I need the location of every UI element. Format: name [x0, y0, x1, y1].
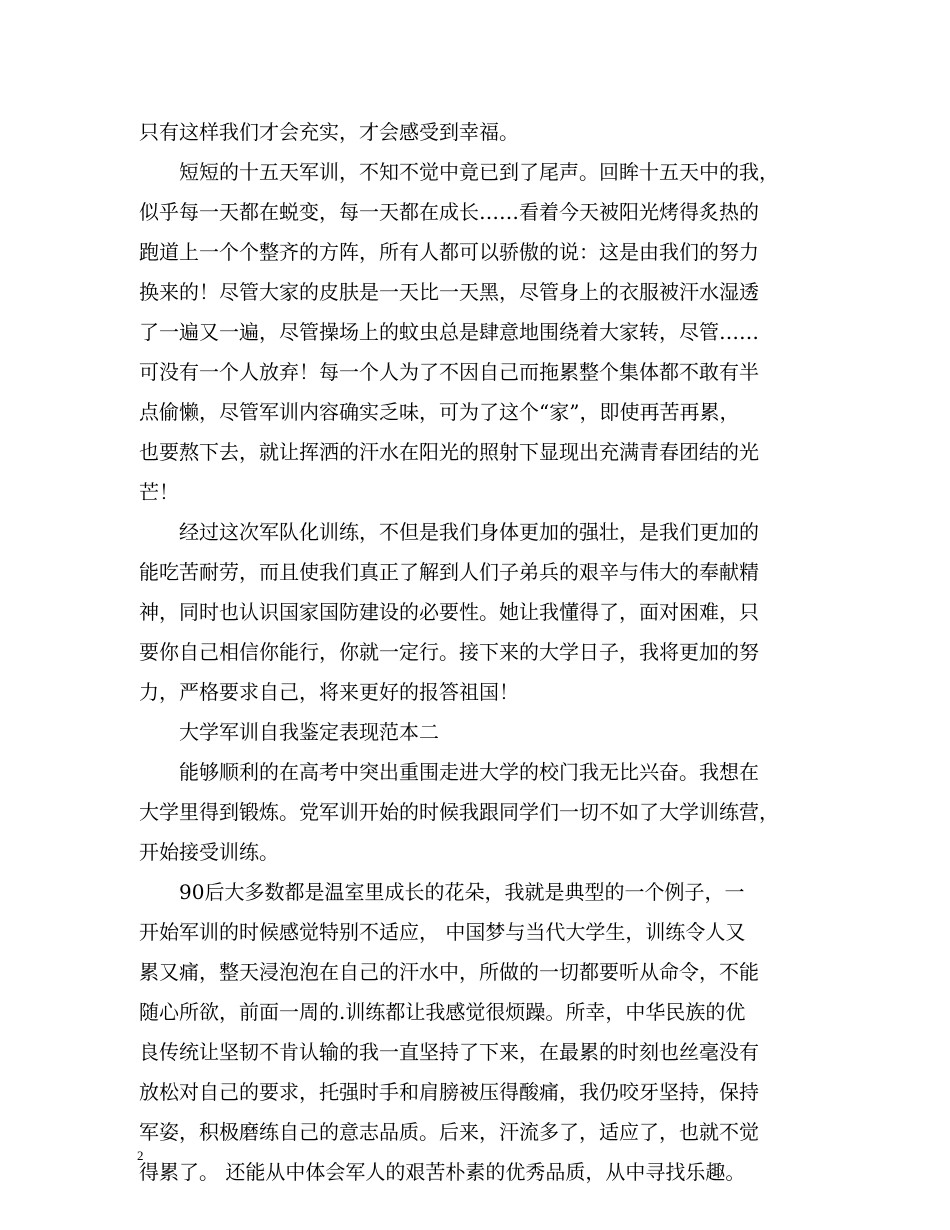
- text-line: 开始接受训练。: [139, 840, 279, 864]
- text-line: 似乎每一天都在蜕变，每一天都在成长……看着今天被阳光烤得炙热的: [139, 200, 759, 224]
- text-line: 跑道上一个个整齐的方阵，所有人都可以骄傲的说：这是由我们的努力: [139, 240, 759, 264]
- section-heading: 大学军训自我鉴定表现范本二: [179, 720, 439, 744]
- text-line: 能够顺利的在高考中突出重围走进大学的校门我无比兴奋。我想在: [179, 760, 759, 784]
- text-line: 芒！: [139, 480, 179, 504]
- text-line: 随心所欲，前面一周的.训练都让我感觉很烦躁。所幸，中华民族的优: [139, 1000, 746, 1024]
- text-line: 神，同时也认识国家国防建设的必要性。她让我懂得了，面对困难，只: [139, 600, 759, 624]
- text-line: 可没有一个人放弃！每一个人为了不因自己而拖累整个集体都不敢有半: [139, 360, 759, 384]
- text-line: 大学里得到锻炼。党军训开始的时候我跟同学们一切不如了大学训练营，: [139, 800, 779, 824]
- text-line: 只有这样我们才会充实，才会感受到幸福。: [139, 120, 519, 144]
- page-number: 2: [137, 1148, 144, 1163]
- text-line: 短短的十五天军训，不知不觉中竟已到了尾声。回眸十五天中的我，: [179, 160, 779, 184]
- text-line: 军姿，积极磨练自己的意志品质。后来，汗流多了，适应了，也就不觉: [139, 1120, 759, 1144]
- text-line: 90后大多数都是温室里成长的花朵，我就是典型的一个例子，一: [179, 880, 745, 904]
- text-line: 要你自己相信你能行，你就一定行。接下来的大学日子，我将更加的努: [139, 640, 759, 664]
- text-line: 放松对自己的要求，托强时手和肩膀被压得酸痛，我仍咬牙坚持，保持: [139, 1080, 759, 1104]
- text-line: 经过这次军队化训练，不但是我们身体更加的强壮，是我们更加的: [179, 520, 759, 544]
- text-line: 累又痛，整天浸泡泡在自己的汗水中，所做的一切都要听从命令，不能: [139, 960, 759, 984]
- text-line: 能吃苦耐劳，而且使我们真正了解到人们子弟兵的艰辛与伟大的奉献精: [139, 560, 759, 584]
- text-line: 点偷懒，尽管军训内容确实乏味，可为了这个“家”，即使再苦再累，: [139, 400, 740, 424]
- text-line: 也要熬下去，就让挥洒的汗水在阳光的照射下显现出充满青春团结的光: [139, 440, 759, 464]
- text-line: 了一遍又一遍，尽管操场上的蚊虫总是肆意地围绕着大家转，尽管……: [139, 320, 759, 344]
- text-line: 良传统让坚韧不肯认输的我一直坚持了下来，在最累的时刻也丝毫没有: [139, 1040, 759, 1064]
- text-line: 得累了。 还能从中体会军人的艰苦朴素的优秀品质，从中寻找乐趣。: [139, 1160, 746, 1184]
- text-line: 换来的！尽管大家的皮肤是一天比一天黑，尽管身上的衣服被汗水湿透: [139, 280, 759, 304]
- text-line: 力，严格要求自己，将来更好的报答祖国！: [139, 680, 519, 704]
- text-line: 开始军训的时候感觉特别不适应， 中国梦与当代大学生，训练令人又: [139, 920, 746, 944]
